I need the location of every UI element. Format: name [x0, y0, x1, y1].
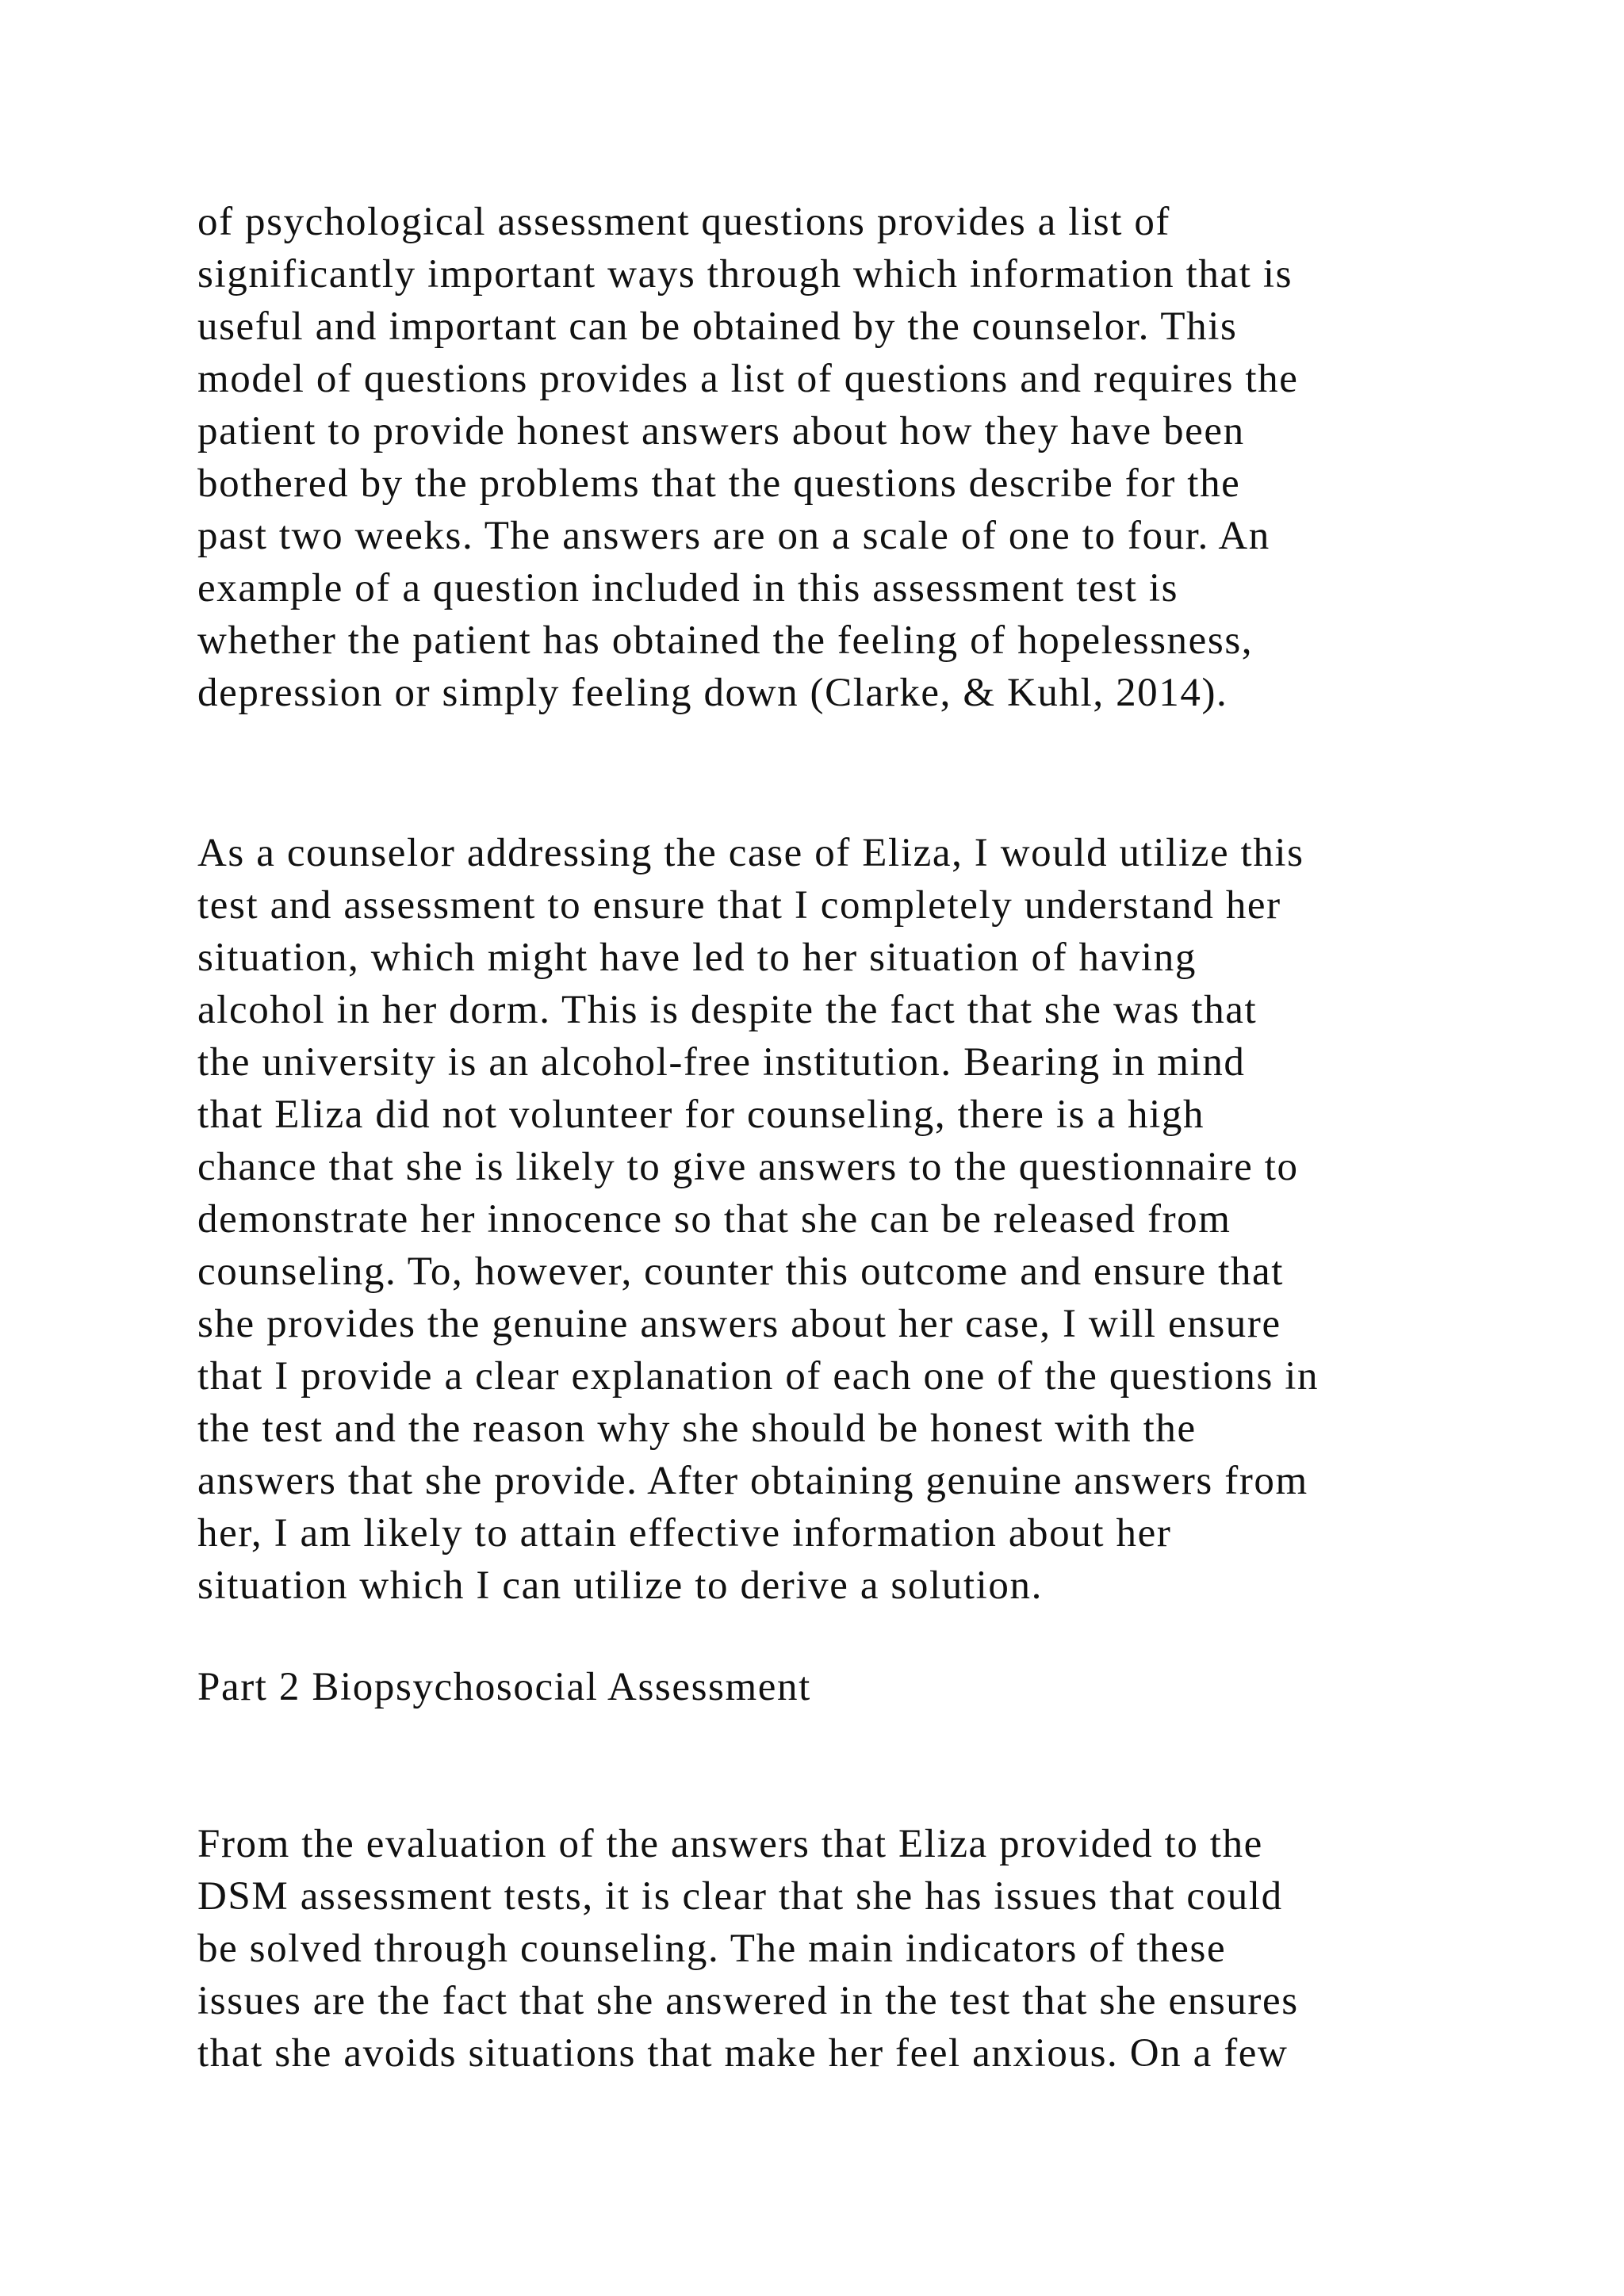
paragraph-1-line: of psychological assessment questions provides a list of — [197, 200, 1171, 244]
paragraph-2-line: situation, which might have led to her situation of having — [197, 936, 1197, 980]
paragraph-1-line: past two weeks. The answers are on a scale of one to four. An — [197, 514, 1270, 558]
paragraph-2-line: chance that she is likely to give answers to the questionnaire to — [197, 1145, 1299, 1189]
paragraph-1-line: whether the patient has obtained the feeling of hopelessness, — [197, 618, 1254, 663]
paragraph-2-line: she provides the genuine answers about her case, I will ensure — [197, 1302, 1281, 1346]
paragraph-2-line: the university is an alcohol-free institution. Bearing in mind — [197, 1040, 1246, 1085]
paragraph-3-line: that she avoids situations that make her feel anxious. On a few — [197, 2031, 1289, 2076]
paragraph-2-line: that Eliza did not volunteer for counseling, there is a high — [197, 1093, 1205, 1137]
paragraph-1-line: useful and important can be obtained by the counselor. This — [197, 304, 1238, 349]
paragraph-2-line: As a counselor addressing the case of Eliza, I would utilize this — [197, 831, 1304, 875]
paragraph-1-line: depression or simply feeling down (Clarke, & Kuhl, 2014). — [197, 671, 1228, 715]
paragraph-2-line: answers that she provide. After obtaining genuine answers from — [197, 1459, 1308, 1503]
paragraph-1-line: model of questions provides a list of questions and requires the — [197, 357, 1299, 401]
paragraph-1-line: significantly important ways through which information that is — [197, 252, 1293, 297]
paragraph-2-line: counseling. To, however, counter this outcome and ensure that — [197, 1249, 1284, 1294]
paragraph-2-line: that I provide a clear explanation of each one of the questions in — [197, 1354, 1320, 1399]
paragraph-2-line: her, I am likely to attain effective information about her — [197, 1511, 1172, 1556]
paragraph-1-line: example of a question included in this assessment test is — [197, 566, 1179, 610]
paragraph-2-line: alcohol in her dorm. This is despite the fact that she was that — [197, 988, 1258, 1032]
paragraph-3-line: issues are the fact that she answered in the test that she ensures — [197, 1979, 1299, 2023]
paragraph-1-line: patient to provide honest answers about how they have been — [197, 409, 1245, 453]
paragraph-3-line: From the evaluation of the answers that Eliza provided to the — [197, 1822, 1263, 1866]
paragraph-2-line: demonstrate her innocence so that she can be released from — [197, 1197, 1231, 1242]
paragraph-2-line: the test and the reason why she should be honest with the — [197, 1406, 1197, 1451]
paragraph-2-line: test and assessment to ensure that I completely understand her — [197, 883, 1281, 928]
paragraph-1-line: bothered by the problems that the questions describe for the — [197, 461, 1241, 506]
paragraph-3-line: be solved through counseling. The main indicators of these — [197, 1927, 1227, 1971]
paragraph-2-line: situation which I can utilize to derive a solution. — [197, 1563, 1043, 1608]
section-heading: Part 2 Biopsychosocial Assessment — [197, 1665, 811, 1709]
paragraph-3-line: DSM assessment tests, it is clear that she has issues that could — [197, 1874, 1283, 1919]
